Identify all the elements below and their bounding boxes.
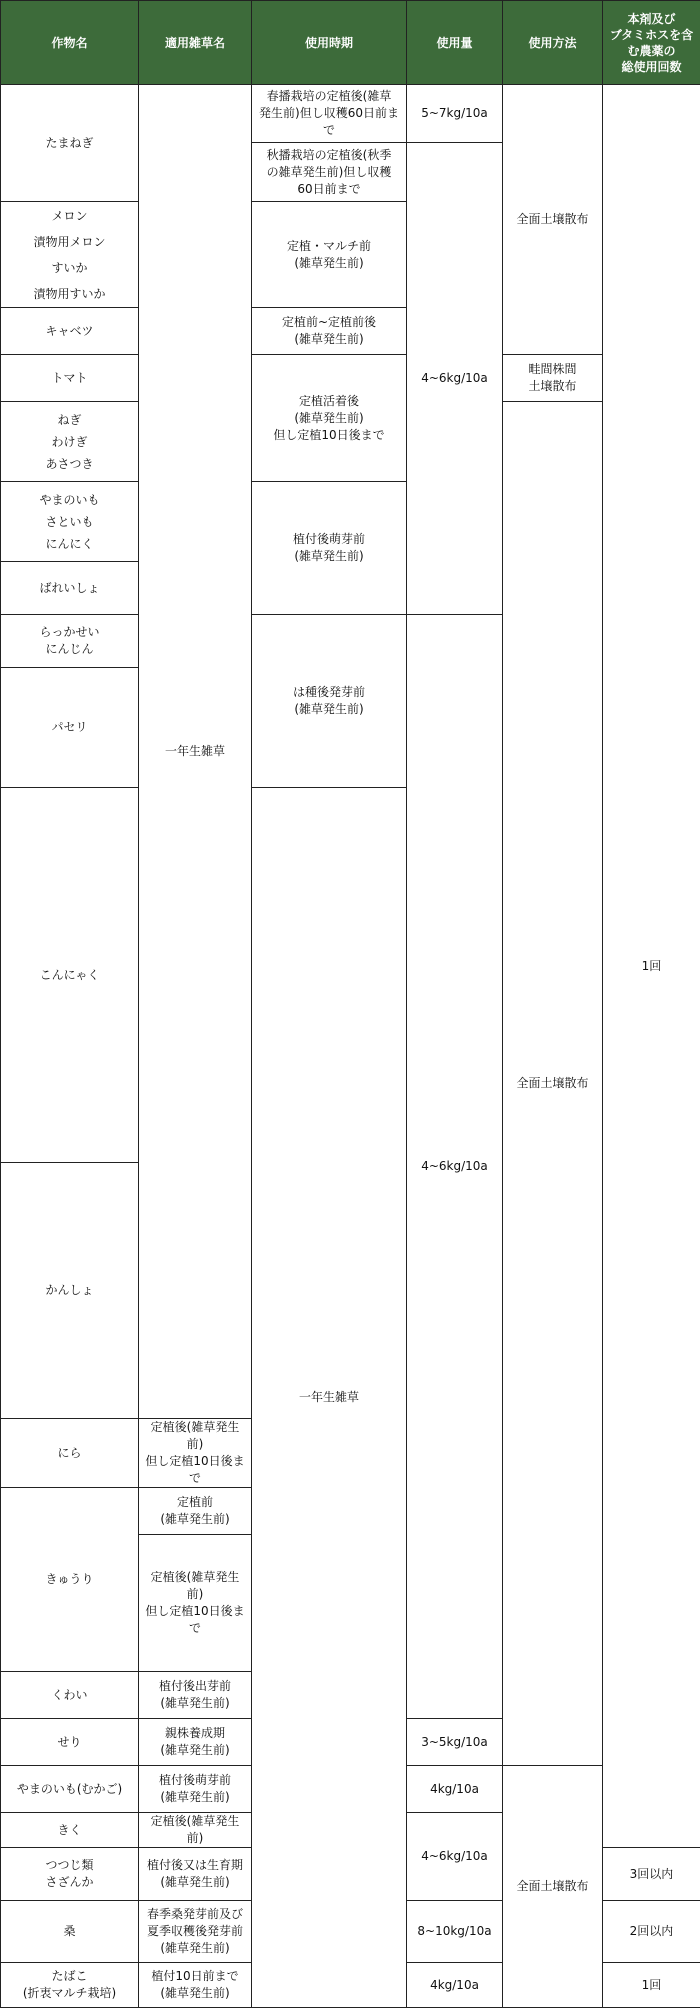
timing-cell: 植付10日前まで (雑草発生前) bbox=[139, 1963, 252, 2008]
method-cell: 全面土壌散布 bbox=[503, 402, 603, 1766]
crop-cell: くわい bbox=[1, 1672, 139, 1719]
crop-cell: たばこ (折衷マルチ栽培) bbox=[1, 1963, 139, 2008]
header-amount: 使用量 bbox=[407, 1, 503, 85]
crop-cell: こんにゃく bbox=[1, 788, 139, 1163]
timing-cell: 定植後(雑草発生前) 但し定植10日後まで bbox=[139, 1535, 252, 1672]
crop-cell: メロン 漬物用メロン すいか 漬物用すいか bbox=[1, 202, 139, 308]
method-cell: 畦間株間 土壌散布 bbox=[503, 355, 603, 402]
timing-cell: 秋播栽培の定植後(秋季 の雑草発生前)但し収穫 60日前まで bbox=[252, 143, 407, 202]
crop-cell: 桑 bbox=[1, 1901, 139, 1963]
method-cell: 全面土壌散布 bbox=[503, 85, 603, 355]
crop-cell: トマト bbox=[1, 355, 139, 402]
amount-cell: 4kg/10a bbox=[407, 1963, 503, 2008]
crop-cell: つつじ類 さざんか bbox=[1, 1848, 139, 1901]
crop-cell: らっかせい にんじん bbox=[1, 615, 139, 668]
total-count-cell: 1回 bbox=[603, 85, 700, 1848]
header-crop: 作物名 bbox=[1, 1, 139, 85]
crop-cell: かんしょ bbox=[1, 1163, 139, 1419]
header-weed: 適用雑草名 bbox=[139, 1, 252, 85]
crop-cell: パセリ bbox=[1, 668, 139, 788]
timing-cell: 春季桑発芽前及び 夏季収穫後発芽前 (雑草発生前) bbox=[139, 1901, 252, 1963]
timing-cell: 定植・マルチ前 (雑草発生前) bbox=[252, 202, 407, 308]
timing-cell: 植付後萌芽前 (雑草発生前) bbox=[252, 482, 407, 615]
timing-cell: は種後発芽前 (雑草発生前) bbox=[252, 615, 407, 788]
total-count-cell: 3回以内 bbox=[603, 1848, 700, 1901]
crop-cell: ばれいしょ bbox=[1, 562, 139, 615]
timing-cell: 植付後又は生育期 (雑草発生前) bbox=[139, 1848, 252, 1901]
amount-cell: 4~6kg/10a bbox=[407, 615, 503, 1719]
header-timing: 使用時期 bbox=[252, 1, 407, 85]
amount-cell: 4kg/10a bbox=[407, 1766, 503, 1813]
amount-cell: 5~7kg/10a bbox=[407, 85, 503, 143]
crop-cell: やまのいも(むかご) bbox=[1, 1766, 139, 1813]
header-row bbox=[1, 1, 700, 85]
crop-cell: ねぎ わけぎ あさつき bbox=[1, 402, 139, 482]
total-count-cell: 2回以内 bbox=[603, 1901, 700, 1963]
total-count-cell: 1回 bbox=[603, 1963, 700, 2008]
amount-cell: 8~10kg/10a bbox=[407, 1901, 503, 1963]
crop-cell: やまのいも さといも にんにく bbox=[1, 482, 139, 562]
amount-cell: 3~5kg/10a bbox=[407, 1719, 503, 1766]
timing-cell: 植付後出芽前 (雑草発生前) bbox=[139, 1672, 252, 1719]
amount-cell: 4~6kg/10a bbox=[407, 143, 503, 615]
crop-cell: にら bbox=[1, 1419, 139, 1488]
crop-cell: きゅうり bbox=[1, 1488, 139, 1672]
timing-cell: 定植前 (雑草発生前) bbox=[139, 1488, 252, 1535]
timing-cell: 春播栽培の定植後(雑草 発生前)但し収穫60日前ま で bbox=[252, 85, 407, 143]
timing-cell: 定植後(雑草発生前) bbox=[139, 1813, 252, 1848]
timing-cell: 定植前~定植前後 (雑草発生前) bbox=[252, 308, 407, 355]
weed-cell: 一年生雑草 bbox=[139, 85, 252, 1419]
header-method: 使用方法 bbox=[503, 1, 603, 85]
table-row bbox=[1, 355, 700, 402]
table-row bbox=[1, 85, 700, 143]
header-total-count: 本剤及び ブタミホスを含 む農薬の 総使用回数 bbox=[603, 1, 700, 85]
timing-cell: 定植活着後 (雑草発生前) 但し定植10日後まで bbox=[252, 355, 407, 482]
weed-cell: 一年生雑草 bbox=[252, 788, 407, 2008]
method-cell: 全面土壌散布 bbox=[503, 1766, 603, 2008]
crop-cell: せり bbox=[1, 1719, 139, 1766]
timing-cell: 親株養成期 (雑草発生前) bbox=[139, 1719, 252, 1766]
timing-cell: 植付後萌芽前 (雑草発生前) bbox=[139, 1766, 252, 1813]
amount-cell: 4~6kg/10a bbox=[407, 1813, 503, 1901]
crop-cell: キャベツ bbox=[1, 308, 139, 355]
crop-cell: たまねぎ bbox=[1, 85, 139, 202]
timing-cell: 定植後(雑草発生前) 但し定植10日後まで bbox=[139, 1419, 252, 1488]
crop-cell: きく bbox=[1, 1813, 139, 1848]
